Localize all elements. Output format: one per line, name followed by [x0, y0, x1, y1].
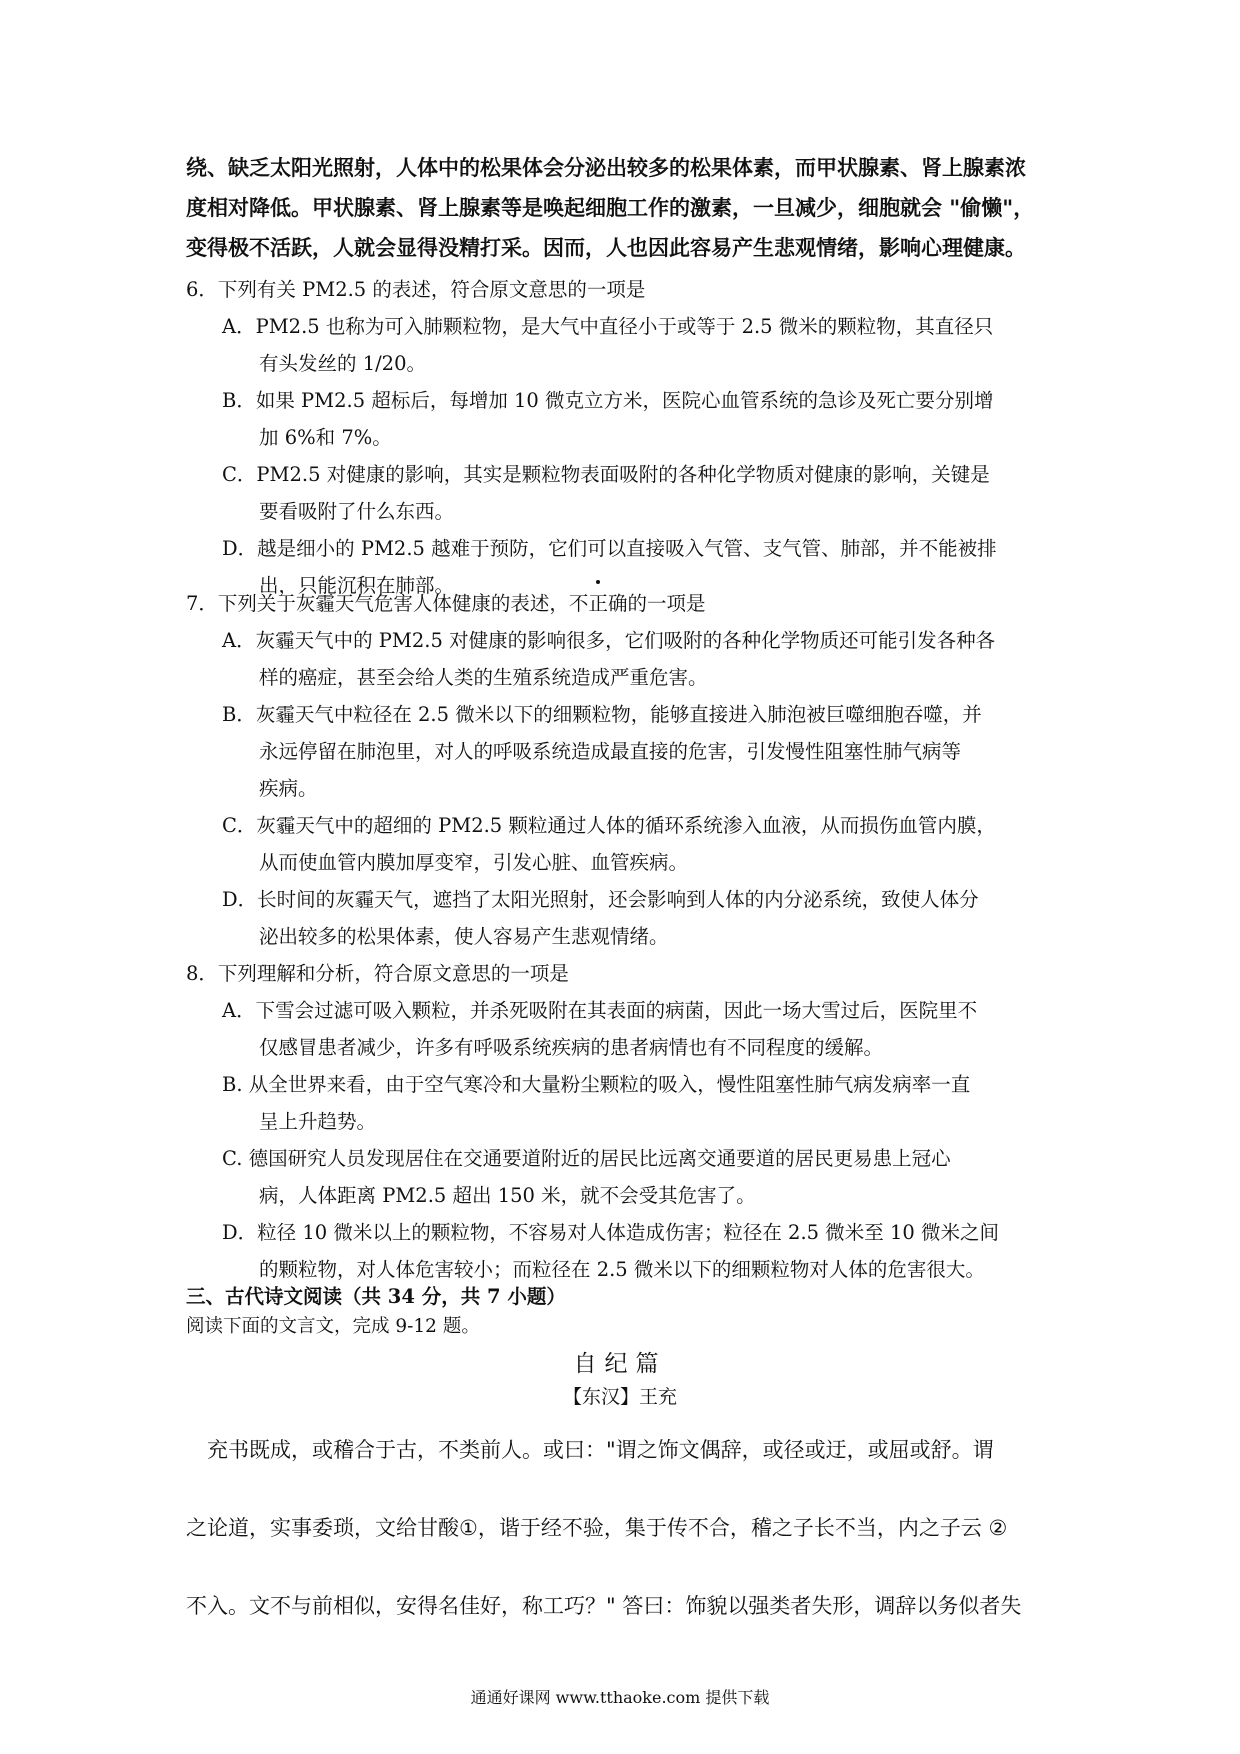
option-b [186, 1066, 1066, 1140]
option-line: D．粒径 10 微米以上的颗粒物，不容易对人体造成伤害；粒径在 2.5 微米至 10 微米之间 [222, 1221, 999, 1244]
option-line: 的颗粒物，对人体危害较小；而粒径在 2.5 微米以下的细颗粒物对人体的危害很大。 [259, 1258, 985, 1281]
option-c [186, 1140, 1066, 1214]
question-8 [186, 956, 1066, 1288]
option-line: D．长时间的灰霾天气，遮挡了太阳光照射，还会影响到人体的内分泌系统，致使人体分 [222, 888, 979, 911]
stem-emphasis: 确 [607, 592, 628, 615]
option-line: 出，只能沉积在肺部。 [259, 574, 455, 597]
essay-title: 自纪篇 [573, 1351, 667, 1377]
intro-line: 变得极不活跃，人就会显得没精打采。因而，人也因此容易产生悲观情绪，影响心理健康。 [186, 236, 1026, 260]
option-line: B．如果 PM2.5 超标后，每增加 10 微克立方米，医院心血管系统的急诊及死亡要分别增 [222, 389, 994, 412]
stem-text: 的一项是 [627, 592, 706, 615]
option-line: B．灰霾天气中粒径在 2.5 微米以下的细颗粒物，能够直接进入肺泡被巨噬细胞吞噬，并 [222, 703, 982, 726]
option-c [186, 807, 1066, 881]
option-line: 仅感冒患者减少，许多有呼吸系统疾病的患者病情也有不同程度的缓解。 [259, 1036, 884, 1059]
option-b [186, 382, 1066, 456]
option-line: 从而使血管内膜加厚变窄，引发心脏、血管疾病。 [259, 851, 689, 874]
option-d [186, 1214, 1066, 1288]
option-c [186, 456, 1066, 530]
option-line: C．PM2.5 对健康的影响，其实是颗粒物表面吸附的各种化学物质对健康的影响，关键是 [222, 463, 990, 486]
option-line: C．灰霾天气中的超细的 PM2.5 颗粒通过人体的循环系统渗入血液，从而损伤血管内膜， [222, 814, 996, 837]
option-line: 有头发丝的 1/20。 [259, 352, 426, 375]
option-line: 泌出较多的松果体素，使人容易产生悲观情绪。 [259, 925, 669, 948]
intro-paragraph [186, 148, 1056, 268]
option-line: 呈上升趋势。 [259, 1110, 377, 1133]
option-d [186, 881, 1066, 955]
option-a [186, 992, 1066, 1066]
question-6 [186, 272, 1066, 604]
footer-credit: 通通好课网 www.tthaoke.com 提供下载 [470, 1688, 770, 1707]
option-line: 要看吸附了什么东西。 [259, 500, 455, 523]
option-line: 病，人体距离 PM2.5 超出 150 米，就不会受其危害了。 [259, 1184, 756, 1207]
option-a [186, 622, 1066, 696]
stem-emphasis: 不 [568, 592, 589, 615]
option-line: A．PM2.5 也称为可入肺颗粒物，是大气中直径小于或等于 2.5 微米的颗粒物，其直径只 [222, 315, 994, 338]
option-line: A．下雪会过滤可吸入颗粒，并杀死吸附在其表面的病菌，因此一场大雪过后，医院里不 [222, 999, 978, 1022]
question-stem [186, 586, 1066, 622]
passage-line: 之论道，实事委琐，文给甘酸①，谐于经不验，集于传不合，稽之子长不当，内之子云 ② [186, 1516, 1008, 1540]
question-7 [186, 586, 1066, 955]
question-stem: 6．下列有关 PM2.5 的表述，符合原文意思的一项是 [186, 278, 646, 301]
intro-line: 度相对降低。甲状腺素、肾上腺素等是唤起细胞工作的激素，一旦减少，细胞就会 "偷懒"， [186, 196, 1035, 220]
intro-line: 绕、缺乏太阳光照射，人体中的松果体会分泌出较多的松果体素，而甲状腺素、肾上腺素浓 [186, 156, 1026, 180]
option-line: 样的癌症，甚至会给人类的生殖系统造成严重危害。 [259, 666, 708, 689]
passage-line: 不入。文不与前相似，安得名佳好，称工巧？" 答曰：饰貌以强类者失形，调辞以务似者失 [186, 1594, 1022, 1618]
option-line: B. 从全世界来看，由于空气寒冷和大量粉尘颗粒的吸入，慢性阻塞性肺气病发病率一直 [222, 1073, 971, 1096]
passage-line: 充书既成，或稽合于古，不类前人。或曰："谓之饰文偶辞，或径或迂，或屈或舒。谓 [186, 1438, 994, 1462]
option-line: A．灰霾天气中的 PM2.5 对健康的影响很多，它们吸附的各种化学物质还可能引发各种各 [222, 629, 996, 652]
stem-text: 7．下列关于灰霾天气危害人体健康的表述， [186, 592, 569, 615]
option-line: 永远停留在肺泡里，对人的呼吸系统造成最直接的危害，引发慢性阻塞性肺气病等 [259, 740, 962, 763]
question-stem: 8．下列理解和分析，符合原文意思的一项是 [186, 962, 569, 985]
option-a [186, 308, 1066, 382]
section-instruction: 阅读下面的文言文，完成 9-12 题。 [186, 1316, 480, 1337]
section-title: 三、古代诗文阅读（共 34 分，共 7 小题） [186, 1285, 566, 1308]
option-line: 疾病。 [259, 777, 318, 800]
option-line: D．越是细小的 PM2.5 越难于预防，它们可以直接吸入气管、支气管、肺部，并不能被排 [222, 537, 997, 560]
stem-emphasis: 正 [588, 586, 608, 622]
essay-author: 【东汉】王充 [562, 1386, 677, 1408]
option-b [186, 696, 1066, 807]
option-line: C. 德国研究人员发现居住在交通要道附近的居民比远离交通要道的居民更易患上冠心 [222, 1147, 951, 1170]
option-line: 加 6%和 7%。 [259, 426, 392, 449]
